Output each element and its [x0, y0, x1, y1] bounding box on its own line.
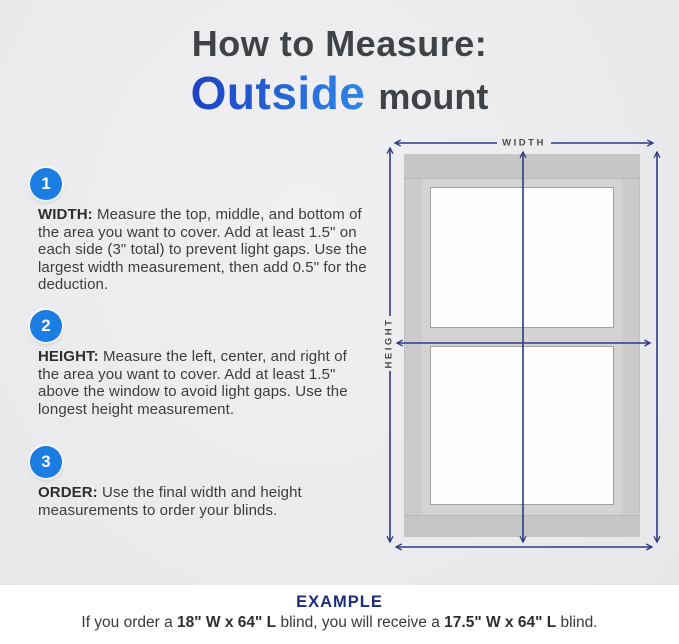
step-number-badge	[30, 310, 62, 342]
window-pane-upper	[430, 187, 614, 328]
step-label: WIDTH:	[38, 206, 93, 223]
step-width	[30, 168, 375, 294]
example-section	[0, 585, 679, 644]
step-text	[30, 484, 370, 519]
title-suffix-mount: mount	[378, 75, 489, 117]
step-label: HEIGHT:	[38, 348, 99, 365]
height-dimension-label: HEIGHT	[383, 317, 395, 369]
step-body: Use the final width and height measurements to order your blinds.	[38, 484, 302, 519]
window-head-casing	[404, 154, 640, 179]
step-height	[30, 310, 375, 418]
step-number: 2	[41, 316, 51, 335]
step-number-badge	[30, 168, 62, 200]
title-highlight-outside: Outside	[190, 66, 366, 119]
step-number: 1	[41, 174, 51, 193]
example-text-segment: blind, you will receive a	[276, 614, 445, 631]
window-inner-frame	[422, 179, 622, 515]
step-body: Measure the top, middle, and bottom of the area you want to cover. Add at least 1.5" on each side (3" total) to prevent light gaps. Use the largest width measurement, then add 0.5" for the deduction.	[38, 206, 367, 293]
window-frame	[404, 154, 640, 537]
step-order	[30, 446, 375, 519]
step-number: 3	[41, 452, 51, 471]
window-sill	[404, 515, 640, 537]
step-number-badge	[30, 446, 62, 478]
title-section	[0, 24, 679, 120]
example-ordered-size: 18" W x 64" L	[177, 614, 277, 631]
example-received-size: 17.5" W x 64" L	[444, 614, 557, 631]
example-text-segment: blind.	[556, 614, 598, 631]
window-pane-lower	[430, 346, 614, 505]
page-title-line2	[0, 66, 679, 120]
step-label: ORDER:	[38, 484, 98, 501]
page-title-line1: How to Measure:	[191, 23, 488, 64]
example-heading: EXAMPLE	[296, 593, 383, 611]
width-dimension-label: WIDTH	[502, 137, 546, 149]
step-body: Measure the left, center, and right of the area you want to cover. Add at least 1.5" above the window to avoid light gaps. Use the longest height measurement.	[38, 348, 348, 418]
step-text	[30, 348, 370, 418]
step-text	[30, 206, 370, 294]
example-text-segment: If you order a	[81, 614, 178, 631]
example-sentence	[0, 614, 679, 632]
